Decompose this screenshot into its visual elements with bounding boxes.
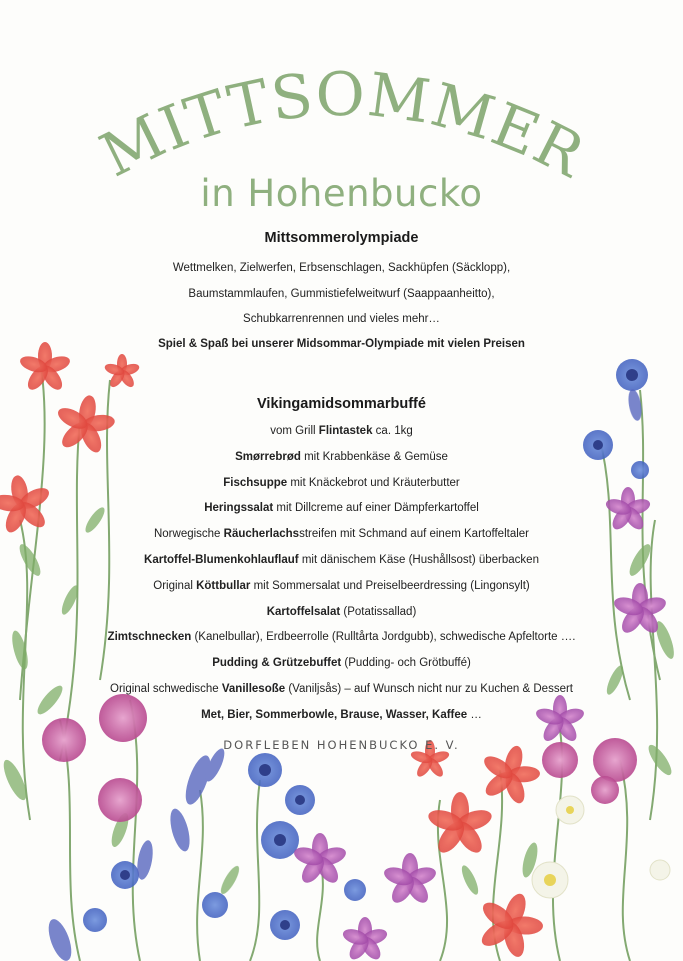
organizer-footer: DORFLEBEN HOHENBUCKO E. V. — [223, 738, 460, 752]
buffet-item-dish: Fischsuppe — [223, 476, 288, 489]
buffet-item-dish: Met, Bier, Sommerbowle, Brause, Wasser, Kaffee — [201, 708, 468, 721]
buffet-item-prefix: vom Grill — [270, 425, 319, 437]
olympiade-highlight: Spiel & Spaß bei unserer Midsommar-Olympiade mit vielen Preisen — [158, 338, 525, 350]
buffet-item-description: (Potatissallad) — [340, 605, 417, 618]
buffet-item — [0, 631, 683, 643]
buffet-item-dish: Smørrebrød — [235, 450, 301, 463]
buffet-item — [0, 554, 683, 566]
buffet-item-dish: Pudding & Grützebuffet — [212, 657, 342, 670]
buffet-item — [0, 451, 683, 463]
buffet-item — [0, 502, 683, 514]
buffet-item-description: … — [467, 708, 482, 721]
buffet-item-description: mit Dillcreme auf einer Dämpferkartoffel — [273, 502, 479, 515]
buffet-item-prefix: Original schwedische — [110, 683, 222, 695]
buffet-item-description: mit Knäckebrot und Kräuterbutter — [287, 476, 460, 489]
buffet-item — [0, 657, 683, 669]
buffet-item — [0, 528, 683, 540]
olympiade-line-3: Schubkarrenrennen und vieles mehr… — [243, 313, 440, 325]
buffet-item-description: (Vaniljsås) – auf Wunsch nicht nur zu Kuchen & Dessert — [285, 683, 573, 695]
olympiade-heading: Mittsommerolympiade — [264, 230, 419, 246]
subtitle: in Hohenbucko — [200, 172, 483, 215]
main-title: MITTSOMMER — [89, 59, 596, 192]
buffet-item-description: (Kanelbullar), Erdbeerrolle (Rulltårta Jordgubb), schwedische Apfeltorte …. — [191, 631, 576, 644]
buffet-item-dish: Kartoffel-Blumenkohlauflauf — [144, 554, 299, 566]
buffet-item — [0, 709, 683, 721]
buffet-item-description: mit Sommersalat und Preiselbeerdressing (Lingonsylt) — [250, 579, 530, 592]
buffet-item — [0, 580, 683, 592]
buffet-item-prefix: Norwegische — [153, 528, 224, 541]
buffet-item-dish: Zimtschnecken — [107, 631, 192, 644]
olympiade-line-1: Wettmelken, Zielwerfen, Erbsenschlagen, Sackhüpfen (Säcklopp), — [172, 262, 511, 274]
buffet-item — [0, 683, 683, 695]
buffet-heading: Vikingamidsommarbuffé — [257, 396, 426, 412]
buffet-item — [0, 477, 683, 489]
buffet-item-description: ca. 1kg — [372, 425, 413, 437]
buffet-item-dish: Vanillesoße — [221, 683, 286, 695]
buffet-item — [0, 425, 683, 437]
buffet-item-description: streifen mit Schmand auf einem Kartoffeltaler — [299, 528, 529, 541]
buffet-item-dish: Heringssalat — [204, 502, 274, 515]
buffet-item-dish: Flintastek — [318, 425, 373, 437]
buffet-item-dish: Räucherlachs — [223, 528, 300, 541]
buffet-item — [0, 606, 683, 618]
buffet-item-dish: Kartoffelsalat — [266, 605, 341, 618]
olympiade-line-2: Baumstammlaufen, Gummistiefelweitwurf (Saappaanheitto), — [188, 288, 495, 300]
buffet-item-dish: Köttbullar — [196, 579, 251, 592]
buffet-item-description: mit Krabbenkäse & Gemüse — [300, 450, 448, 463]
buffet-item-description: mit dänischem Käse (Hushållsost) überbacken — [298, 554, 539, 566]
buffet-item-prefix: Original — [153, 579, 197, 592]
buffet-item-description: (Pudding- och Grötbuffé) — [341, 657, 471, 670]
